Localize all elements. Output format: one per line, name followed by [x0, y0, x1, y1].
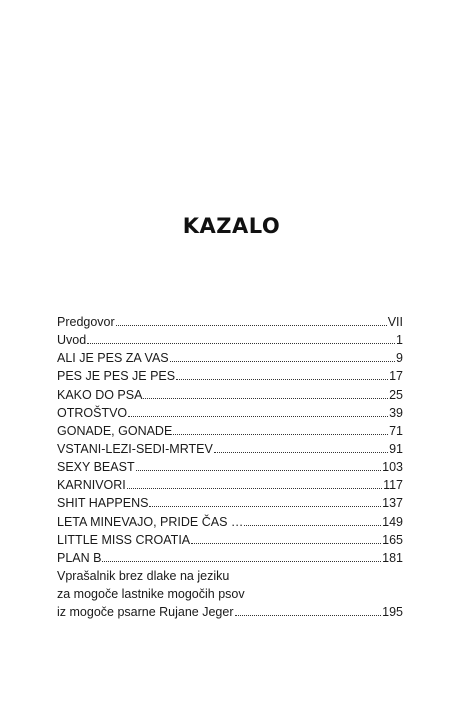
toc-entry-title: SHIT HAPPENS [57, 496, 149, 511]
toc-entry-page: VII [387, 315, 403, 329]
dot-leader [127, 488, 382, 489]
dot-leader [170, 361, 395, 362]
toc-entry-page: 1 [396, 333, 403, 348]
toc-entry-page: 149 [382, 514, 403, 529]
toc-entry-title: KARNIVORI [57, 478, 126, 493]
toc-entry-pes-je-pes-je-pes [57, 367, 403, 385]
toc-entry-title: KAKO DO PSA [57, 387, 143, 402]
dot-leader [87, 343, 395, 344]
toc-entry-page: 17 [389, 369, 403, 384]
toc-entry-page: 25 [389, 387, 403, 402]
toc-entry-title: LETA MINEVAJO, PRIDE ČAS … [57, 514, 244, 529]
toc-entry-page: 91 [389, 441, 403, 456]
dot-leader [143, 398, 388, 399]
toc-entry-otrostvo [57, 404, 403, 422]
toc-entry-title: ALI JE PES ZA VAS [57, 351, 169, 366]
dot-leader [173, 434, 388, 435]
toc-entry-predgovor [57, 313, 403, 331]
dot-leader [128, 416, 388, 417]
table-of-contents [57, 313, 403, 621]
toc-entry-page: 71 [389, 423, 403, 438]
toc-entry-plan-b [57, 549, 403, 567]
toc-entry-shit-happens [57, 494, 403, 512]
toc-entry-page: 39 [389, 405, 403, 420]
dot-leader [214, 452, 388, 453]
dot-leader [136, 470, 382, 471]
toc-entry-uvod [57, 331, 403, 349]
toc-entry-leta-minevajo [57, 513, 403, 531]
toc-entry-title: OTROŠTVO [57, 405, 128, 420]
toc-entry-title-line: Vprašalnik brez dlake na jeziku [57, 568, 230, 583]
toc-entry-vstani-lezi-sedi-mrtev [57, 440, 403, 458]
toc-entry-sexy-beast [57, 458, 403, 476]
toc-entry-page: 103 [382, 460, 403, 475]
toc-entry-page: 9 [396, 351, 403, 366]
toc-entry-title: PLAN B [57, 550, 102, 565]
dot-leader [116, 325, 387, 326]
toc-entry-page: 165 [382, 532, 403, 547]
toc-entry-title: PES JE PES JE PES [57, 369, 176, 384]
toc-entry-title-line: iz mogoče psarne Rujane Jeger [57, 605, 234, 620]
dot-leader [149, 506, 381, 507]
toc-entry-title-line: za mogoče lastnike mogočih psov [57, 587, 245, 602]
toc-entry-title: VSTANI-LEZI-SEDI-MRTEV [57, 441, 213, 456]
dot-leader [191, 543, 381, 544]
page-title: KAZALO [182, 214, 281, 238]
dot-leader [102, 561, 381, 562]
toc-entry-page: 181 [382, 550, 403, 565]
toc-entry-page: 117 [383, 478, 403, 493]
toc-entry-vprasalnik [57, 567, 403, 621]
toc-entry-ali-je-pes-za-vas [57, 349, 403, 367]
toc-entry-karnivori [57, 476, 403, 494]
dot-leader [176, 379, 388, 380]
toc-entry-title: SEXY BEAST [57, 460, 135, 475]
toc-entry-title: LITTLE MISS CROATIA [57, 532, 191, 547]
toc-entry-title: Predgovor [57, 315, 115, 329]
toc-entry-last-line [57, 603, 403, 621]
toc-entry-page: 137 [382, 496, 403, 511]
toc-entry-gonade-gonade [57, 422, 403, 440]
toc-entry-little-miss-croatia [57, 531, 403, 549]
toc-entry-title: GONADE, GONADE [57, 423, 173, 438]
toc-entry-title: Uvod [57, 333, 87, 348]
dot-leader [235, 615, 382, 616]
dot-leader [244, 525, 381, 526]
toc-entry-kako-do-psa [57, 386, 403, 404]
toc-entry-page: 195 [382, 605, 403, 620]
